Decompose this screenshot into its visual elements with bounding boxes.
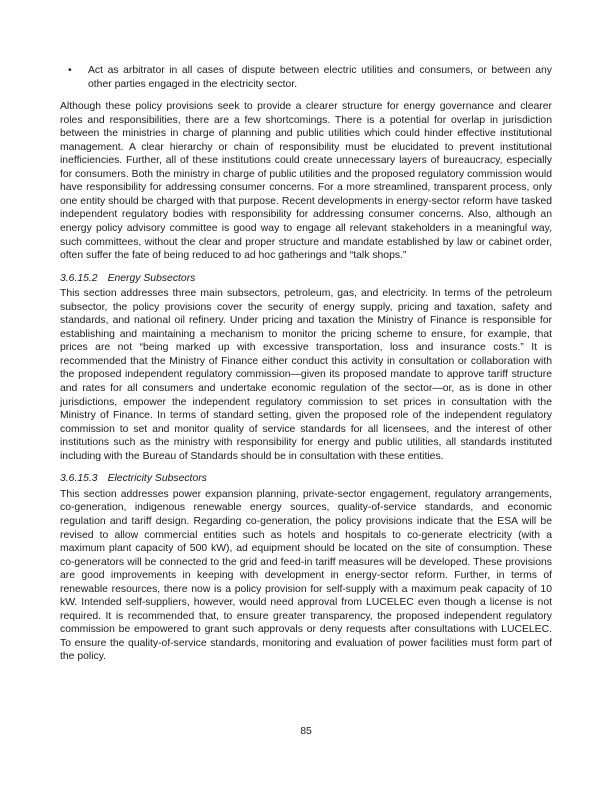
heading-energy-number: 3.6.15.2 bbox=[60, 272, 98, 284]
heading-electricity-subsectors bbox=[60, 472, 552, 486]
page-number: 85 bbox=[300, 726, 312, 737]
heading-electricity-number: 3.6.15.3 bbox=[60, 473, 98, 485]
page-content bbox=[60, 64, 552, 673]
paragraph-electricity-subsectors: This section addresses power expansion planning, private-sector engagement, regulatory arrangements, co-generation, indigenous renewable energy sources, quality-of-service standards, and economic regulation and tariff design. Regarding co-generation, the policy provisions indicate that the ESA will be revised to allow commercial entities such as hotels and hospitals to co-generate electricity (with a maximum plant capacity of 500 kW), ad equipment should be located on the site of consumption. These co-generators will be connected to the grid and feed-in tariff measures will be developed. These provisions are good improvements in keeping with development in energy-sector reform. Further, in terms of renewable resources, there now is a policy provision for self-supply with a maximum peak capacity of 10 kW. Intended self-suppliers, however, would need approval from LUCELEC even though a license is not required. It is recommended that, to ensure greater transparency, the proposed independent regulatory commission be empowered to grant such approvals or deny requests after consultations with LUCELEC. To ensure the quality-of-service standards, monitoring and evaluation of power facilities must form part of the policy. bbox=[60, 488, 552, 663]
heading-energy-subsectors bbox=[60, 272, 552, 286]
heading-energy-title: Energy Subsectors bbox=[107, 272, 196, 284]
paragraph-governance-shortcomings: Although these policy provisions seek to provide a clearer structure for energy governance and clearer roles and responsibilities, there are a few shortcomings. There is a potential for overlap in jurisdiction between the ministries in charge of planning and public utilities which could hinder effective institutional management. A clear hierarchy or chain of responsibility must be elucidated to prevent institutional inefficiencies. Further, all of these institutions could create unnecessary layers of bureaucracy, especially for consumers. Both the ministry in charge of public utilities and the proposed regulatory commission would have responsibility for addressing consumer concerns. For a more streamlined, transparent process, only one entity should be charged with that purpose. Recent developments in energy-sector reform have tasked independent regulatory bodies with responsibility for addressing consumer concerns. Also, although an energy policy advisory committee is good way to engage all relevant stakeholders in a meaningful way, such committees, without the clear and proper structure and mandate established by law or cabinet order, often suffer the fate of being reduced to ad hoc gatherings and “talk shops.” bbox=[60, 101, 552, 262]
bullet-marker: • bbox=[68, 65, 72, 76]
bullet-text: Act as arbitrator in all cases of dispute between electric utilities and consumers, or between any other parties engaged in the electricity sector. bbox=[88, 65, 552, 90]
bullet-item bbox=[60, 64, 552, 91]
paragraph-energy-subsectors: This section addresses three main subsectors, petroleum, gas, and electricity. In terms of the petroleum subsector, the policy provisions cover the security of energy supply, pricing and taxation, safety and standards, and national oil refinery. Under pricing and taxation the Ministry of Finance is responsible for establishing and maintaining a mechanism to monitor the pricing scheme to ensure, for example, that prices are not “being marked up with excessive transportation, loss and insurance costs.” It is recommended that the Ministry of Finance either conduct this activity in consultation or collaboration with the proposed independent regulatory commission—given its proposed mandate to approve tariff structure and rates for all consumers and undertake economic regulation of the sector—or, as is done in other jurisdictions, empower the independent regulatory commission to set prices in consultation with the Ministry of Finance. In terms of standard setting, given the proposed role of the independent regulatory commission to set and monitor quality of service standards for all licensees, and the interest of other institutions such as the ministry with responsibility for energy and public utilities, all standards instituted including with the Bureau of Standards should be in consultation with these entities. bbox=[60, 288, 552, 462]
heading-electricity-title: Electricity Subsectors bbox=[107, 473, 207, 485]
